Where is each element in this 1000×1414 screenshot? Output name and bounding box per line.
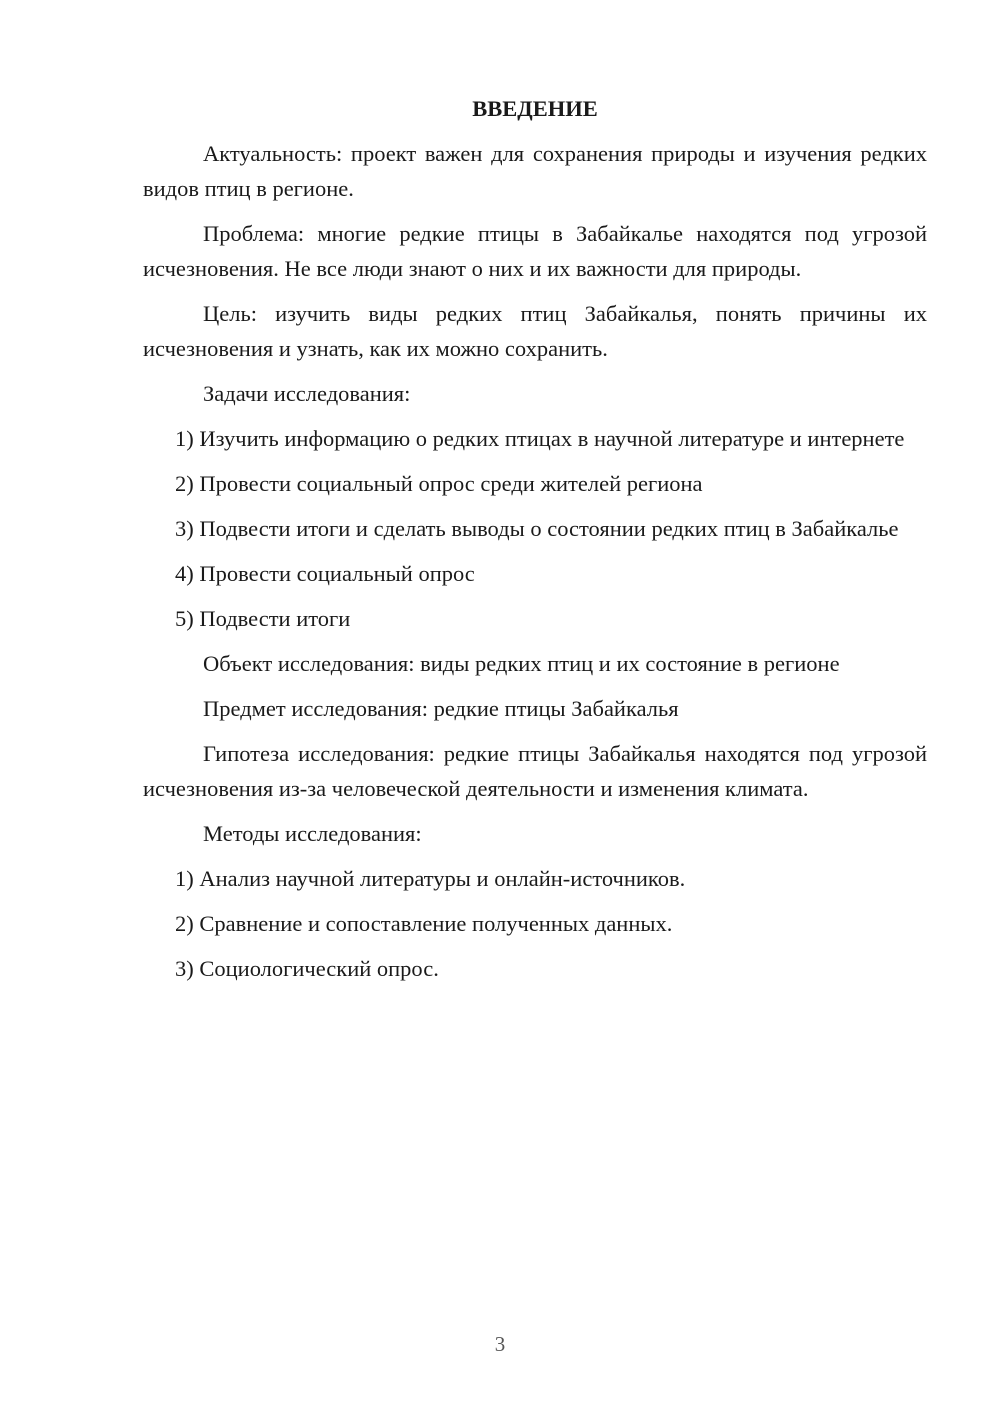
- task-item: 1) Изучить информацию о редких птицах в научной литературе и интернете: [175, 426, 905, 451]
- task-item: 5) Подвести итоги: [175, 606, 351, 631]
- relevance-paragraph: Актуальность: проект важен для сохранения природы и изучения редких видов птиц в регионе.: [143, 141, 927, 201]
- problem-paragraph: Проблема: многие редкие птицы в Забайкалье находятся под угрозой исчезновения. Не все люди знают о них и их важности для природы.: [143, 221, 927, 281]
- task-item: 2) Провести социальный опрос среди жителей региона: [175, 471, 703, 496]
- method-item: 1) Анализ научной литературы и онлайн-источников.: [175, 866, 686, 891]
- object-paragraph: Объект исследования: виды редких птиц и их состояние в регионе: [203, 651, 840, 676]
- task-item: 3) Подвести итоги и сделать выводы о состоянии редких птиц в Забайкалье: [175, 516, 899, 541]
- methods-title: Методы исследования:: [203, 821, 422, 846]
- goal-paragraph: Цель: изучить виды редких птиц Забайкалья, понять причины их исчезновения и узнать, как их можно сохранить.: [143, 301, 927, 361]
- page-content: [143, 92, 927, 996]
- task-item: 4) Провести социальный опрос: [175, 561, 475, 586]
- method-item: 2) Сравнение и сопоставление полученных данных.: [175, 911, 673, 936]
- subject-paragraph: Предмет исследования: редкие птицы Забайкалья: [203, 696, 679, 721]
- tasks-title: Задачи исследования:: [203, 381, 411, 406]
- page-number: 3: [494, 1332, 506, 1356]
- section-heading: ВВЕДЕНИЕ: [472, 96, 598, 121]
- hypothesis-paragraph: Гипотеза исследования: редкие птицы Забайкалья находятся под угрозой исчезновения из-за человеческой деятельности и изменения климата.: [143, 741, 927, 801]
- method-item: 3) Социологический опрос.: [175, 956, 439, 981]
